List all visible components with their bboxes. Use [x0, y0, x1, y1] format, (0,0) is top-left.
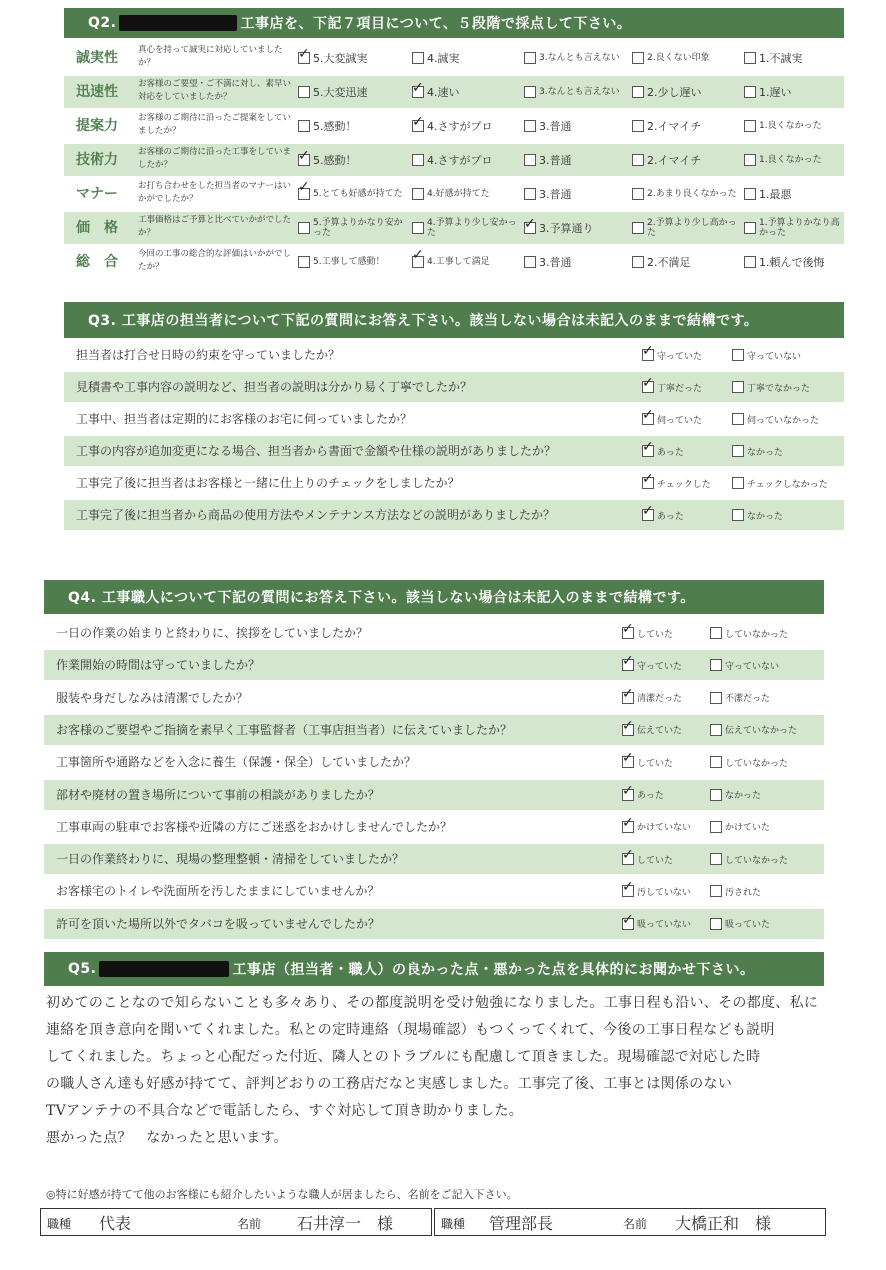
answer-checkbox[interactable] [732, 477, 744, 489]
q4-heading-text: Q4. 工事職人について下記の質問にお答え下さい。該当しない場合は未記入のままで結構です。 [68, 590, 695, 606]
answer-no-option[interactable] [710, 780, 761, 810]
q2-heading-text: 工事店を、下記７項目について、５段階で採点して下さい。 [240, 16, 632, 32]
rating-checkbox[interactable] [298, 256, 310, 268]
rating-option-label: 4.好感が持てた [427, 189, 490, 199]
rating-option[interactable] [632, 110, 742, 142]
rating-option-label: 1.頼んで後悔 [759, 256, 825, 269]
rating-option[interactable] [298, 76, 408, 108]
q5-header [44, 952, 824, 986]
answer-label: あった [637, 791, 664, 801]
answer-checkbox[interactable] [622, 756, 634, 768]
answer-checkbox[interactable] [732, 509, 744, 521]
answer-checkbox[interactable] [710, 724, 722, 736]
answer-label: 伝えていた [637, 726, 683, 737]
rating-option[interactable] [632, 144, 742, 176]
answer-label: 伺っていなかった [747, 415, 820, 426]
answer-checkbox[interactable] [710, 918, 722, 930]
answer-yes-option[interactable] [642, 404, 702, 434]
rating-category: マナー [76, 186, 118, 202]
rating-option[interactable] [744, 42, 844, 74]
answer-yes-option[interactable] [622, 747, 673, 777]
rating-row [64, 212, 844, 244]
rating-option[interactable] [412, 42, 522, 74]
name-label: 名前 [623, 1217, 648, 1231]
rating-option-label: 3.なんとも言えない [539, 53, 620, 63]
answer-checkbox[interactable] [642, 413, 654, 425]
answer-checkbox[interactable] [732, 445, 744, 457]
rating-option[interactable] [632, 178, 742, 210]
answer-checkbox[interactable] [710, 692, 722, 704]
rating-option[interactable] [412, 76, 522, 108]
rating-checkbox[interactable] [632, 188, 644, 200]
rating-checkbox[interactable] [524, 188, 536, 200]
rating-option-label: 4.誠実 [427, 52, 460, 65]
rating-checkbox[interactable] [412, 154, 424, 166]
answer-checkbox[interactable] [642, 509, 654, 521]
q2-header [64, 8, 844, 38]
comment-line: 悪かった点？ なかったと思います。 [46, 1130, 288, 1146]
rating-checkbox[interactable] [632, 154, 644, 166]
answer-yes-option[interactable] [642, 372, 702, 402]
answer-checkbox[interactable] [710, 659, 722, 671]
rating-category: 迅速性 [76, 84, 118, 100]
answer-label: していなかった [725, 629, 789, 640]
rating-option[interactable] [412, 110, 522, 142]
answer-yes-option[interactable] [622, 650, 682, 680]
question-row [64, 340, 844, 370]
answer-checkbox[interactable] [642, 477, 654, 489]
answer-label: かけていない [637, 823, 692, 834]
rating-checkbox[interactable] [744, 86, 756, 98]
rating-checkbox[interactable] [744, 188, 756, 200]
rating-checkbox[interactable] [298, 154, 310, 166]
rating-option-label: 1.遅い [759, 86, 792, 99]
rating-option[interactable] [744, 178, 844, 210]
rating-checkbox[interactable] [524, 120, 536, 132]
answer-no-option[interactable] [732, 436, 783, 466]
rating-option-label: 2.不満足 [647, 256, 691, 269]
redacted-company-name [99, 961, 229, 977]
rating-row [64, 144, 844, 176]
rating-option-label: 1.良くなかった [759, 155, 822, 165]
rating-option-label: 1.最悪 [759, 188, 792, 201]
rating-row [64, 76, 844, 108]
answer-checkbox[interactable] [622, 885, 634, 897]
answer-label: 伝えていなかった [725, 726, 798, 737]
rating-option[interactable] [744, 76, 844, 108]
rating-checkbox[interactable] [524, 256, 536, 268]
answer-label: なかった [747, 511, 784, 522]
job-type-label: 職種 [47, 1217, 72, 1231]
rating-checkbox[interactable] [298, 188, 310, 200]
q4-header [44, 580, 824, 614]
answer-label: 丁寧だった [657, 383, 703, 394]
rating-row [64, 110, 844, 142]
rating-checkbox[interactable] [632, 256, 644, 268]
answer-no-option[interactable] [732, 468, 828, 498]
rating-option[interactable] [412, 212, 522, 244]
answer-label: 守っていた [637, 661, 683, 672]
question-text: 工事箇所や通路などを入念に養生（保護・保全）していましたか？ [56, 755, 417, 770]
rating-checkbox[interactable] [632, 52, 644, 64]
redacted-company-name [119, 15, 237, 31]
rating-option[interactable] [524, 76, 630, 108]
answer-yes-option[interactable] [622, 812, 691, 842]
rating-checkbox[interactable] [744, 154, 756, 166]
answer-checkbox[interactable] [732, 413, 744, 425]
answer-no-option[interactable] [710, 812, 770, 842]
question-row [44, 715, 824, 745]
answer-no-option[interactable] [710, 650, 779, 680]
rating-option-label: 4.予算より少し安かった [427, 218, 517, 238]
question-row [44, 844, 824, 874]
rating-option[interactable] [632, 212, 742, 244]
rating-checkbox[interactable] [412, 86, 424, 98]
rating-option[interactable] [298, 246, 408, 278]
rating-option[interactable] [632, 76, 742, 108]
rating-option[interactable] [298, 212, 408, 244]
rating-option[interactable] [412, 246, 522, 278]
question-text: 作業開始の時間は守っていましたか？ [56, 658, 261, 673]
rating-option-label: 4.さすがプロ [427, 154, 493, 167]
question-text: 一日の作業終わりに、現場の整理整頓・清掃をしていましたか？ [56, 852, 405, 867]
rating-option-label: 2.イマイチ [647, 154, 702, 167]
rating-checkbox[interactable] [632, 222, 644, 234]
question-text: 工事完了後に担当者はお客様と一緒に仕上りのチェックをしましたか？ [76, 476, 460, 490]
question-row [44, 812, 824, 842]
question-text: 工事の内容が追加変更になる場合、担当者から書面で金額や仕様の説明がありましたか？ [76, 444, 557, 458]
answer-no-option[interactable] [710, 909, 770, 939]
question-row [44, 650, 824, 680]
rating-checkbox[interactable] [412, 52, 424, 64]
rating-checkbox[interactable] [632, 120, 644, 132]
answer-label: 守っていた [657, 351, 703, 362]
rating-option[interactable] [298, 110, 408, 142]
answer-label: 守っていない [747, 351, 802, 362]
rating-option-label: 5.予算よりかなり安かった [313, 218, 403, 238]
rating-checkbox[interactable] [744, 52, 756, 64]
comment-line: の職人さん達も好感が持てて、評判どおりの工務店だなと実感しました。工事完了後、工事とは関係のない [46, 1076, 733, 1092]
answer-checkbox[interactable] [710, 789, 722, 801]
job-type-label: 職種 [441, 1217, 466, 1231]
rating-row [64, 178, 844, 210]
rating-option-label: 5.大変誠実 [313, 52, 368, 65]
answer-label: 吸っていた [725, 920, 771, 931]
answer-no-option[interactable] [710, 876, 761, 906]
answer-checkbox[interactable] [710, 853, 722, 865]
answer-label: 汚していない [637, 887, 692, 898]
rating-option-label: 2.予算より少し高かった [647, 218, 737, 238]
rating-checkbox[interactable] [524, 222, 536, 234]
job-type-value: 代表 [99, 1214, 132, 1233]
answer-checkbox[interactable] [732, 381, 744, 393]
answer-no-option[interactable] [710, 715, 797, 745]
q2-heading-number: Q2. [88, 15, 117, 31]
answer-checkbox[interactable] [622, 692, 634, 704]
answer-checkbox[interactable] [642, 445, 654, 457]
answer-checkbox[interactable] [622, 724, 634, 736]
answer-yes-option[interactable] [642, 468, 711, 498]
rating-question: お客様のご期待に沿った工事をしていましたか？ [138, 147, 292, 170]
answer-checkbox[interactable] [622, 821, 634, 833]
answer-yes-option[interactable] [622, 683, 682, 713]
answer-checkbox[interactable] [622, 853, 634, 865]
rating-option[interactable] [524, 42, 630, 74]
name-value: 石井淳一 様 [297, 1214, 394, 1233]
question-row [64, 468, 844, 498]
question-row [64, 500, 844, 530]
name-label: 名前 [237, 1217, 262, 1231]
answer-checkbox[interactable] [732, 349, 744, 361]
answer-label: していた [637, 855, 674, 866]
rating-checkbox[interactable] [412, 256, 424, 268]
answer-label: なかった [747, 447, 784, 458]
rating-category: 誠実性 [76, 50, 118, 66]
rating-option[interactable] [412, 178, 522, 210]
q3-header [64, 302, 844, 338]
rating-checkbox[interactable] [298, 222, 310, 234]
question-text: 工事完了後に担当者から商品の使用方法やメンテナンス方法などの説明がありましたか？ [76, 508, 556, 522]
question-row [44, 747, 824, 777]
answer-label: していた [637, 758, 674, 769]
rating-checkbox[interactable] [744, 120, 756, 132]
answer-yes-option[interactable] [642, 500, 684, 530]
answer-checkbox[interactable] [710, 627, 722, 639]
question-row [64, 436, 844, 466]
rating-option-label: 4.さすがプロ [427, 120, 493, 133]
rating-question: 工事価格はご予算と比べていかがでしたか？ [138, 215, 292, 238]
answer-checkbox[interactable] [622, 789, 634, 801]
answer-label: 丁寧でなかった [747, 383, 811, 394]
rating-question: お客様のご期待に沿ったご提案をしていましたか？ [138, 113, 292, 136]
rating-option[interactable] [298, 178, 408, 210]
rating-category: 提案力 [76, 118, 118, 134]
answer-yes-option[interactable] [622, 909, 691, 939]
question-text: 部材や廃材の置き場所について事前の相談がありましたか？ [56, 787, 380, 802]
question-text: 服装や身だしなみは清潔でしたか？ [56, 690, 249, 705]
question-text: 一日の作業の始まりと終わりに、挨拶をしていましたか？ [56, 626, 369, 640]
rating-option-label: 3.普通 [539, 256, 572, 269]
rating-option[interactable] [524, 144, 630, 176]
rating-question: お打ち合わせをした担当者のマナーはいかがでしたか？ [138, 181, 292, 204]
answer-label: 清潔だった [637, 694, 683, 705]
answer-yes-option[interactable] [622, 844, 673, 874]
rating-checkbox[interactable] [524, 52, 536, 64]
answer-checkbox[interactable] [622, 627, 634, 639]
question-row [44, 780, 824, 810]
question-row [44, 876, 824, 906]
answer-yes-option[interactable] [622, 780, 664, 810]
answer-checkbox[interactable] [622, 659, 634, 671]
rating-option-label: 5.とても好感が持てた [313, 189, 403, 199]
answer-label: なかった [725, 791, 762, 801]
rating-option[interactable] [632, 246, 742, 278]
question-text: 担当者は打合せ日時の約束を守っていましたか？ [76, 348, 341, 362]
rating-option[interactable] [632, 42, 742, 74]
answer-label: チェックした [657, 479, 711, 490]
q5-heading-number: Q5. [68, 961, 97, 977]
rating-option[interactable] [412, 144, 522, 176]
rating-category: 総 合 [76, 254, 118, 270]
question-row [44, 683, 824, 713]
rating-option[interactable] [744, 246, 844, 278]
answer-no-option[interactable] [710, 747, 788, 777]
rating-option-label: 2.良くない印象 [647, 53, 710, 63]
answer-no-option[interactable] [732, 340, 801, 370]
answer-label: あった [657, 511, 684, 522]
answer-checkbox[interactable] [710, 821, 722, 833]
rating-checkbox[interactable] [744, 222, 756, 234]
rating-option-label: 5.感動！ [313, 154, 357, 167]
answer-label: 守っていない [725, 661, 780, 672]
question-row [44, 909, 824, 939]
job-type-value: 管理部長 [489, 1214, 554, 1233]
answer-label: かけていた [725, 823, 771, 834]
rating-checkbox[interactable] [298, 86, 310, 98]
rating-option[interactable] [298, 144, 408, 176]
rating-checkbox[interactable] [524, 154, 536, 166]
rating-checkbox[interactable] [412, 222, 424, 234]
name-entry-box [40, 1208, 432, 1236]
answer-no-option[interactable] [710, 683, 770, 713]
answer-checkbox[interactable] [642, 381, 654, 393]
rating-option-label: 3.なんとも言えない [539, 87, 620, 97]
rating-checkbox[interactable] [412, 188, 424, 200]
answer-label: あった [657, 447, 684, 458]
q5-heading-text: 工事店（担当者・職人）の良かった点・悪かった点を具体的にお聞かせ下さい。 [232, 962, 755, 978]
rating-option-label: 3.普通 [539, 154, 572, 167]
rating-checkbox[interactable] [298, 52, 310, 64]
rating-option-label: 5.工事して感動！ [313, 257, 385, 267]
answer-label: 不潔だった [725, 694, 771, 705]
answer-no-option[interactable] [732, 372, 810, 402]
rating-option-label: 5.大変迅速 [313, 86, 368, 99]
question-text: お客様宅のトイレや洗面所を汚したままにしていませんか？ [56, 884, 380, 899]
rating-option-label: 2.少し遅い [647, 86, 702, 99]
answer-label: していた [637, 629, 674, 640]
rating-option[interactable] [524, 110, 630, 142]
answer-checkbox[interactable] [710, 756, 722, 768]
rating-option[interactable] [744, 212, 844, 244]
question-row [64, 372, 844, 402]
rating-row [64, 42, 844, 74]
answer-label: 吸っていない [637, 920, 692, 931]
rating-option[interactable] [524, 178, 630, 210]
answer-label: していなかった [725, 855, 789, 866]
rating-option-label: 4.速い [427, 86, 460, 99]
question-row [64, 404, 844, 434]
comment-line: 連絡を頂き意向を聞いてくれました。私との定時連絡（現場確認）もつくってくれて、今後の工事日程なども説明 [46, 1022, 775, 1038]
answer-label: チェックしなかった [747, 479, 828, 490]
question-row [44, 618, 824, 648]
rating-checkbox[interactable] [632, 86, 644, 98]
answer-no-option[interactable] [710, 844, 788, 874]
rating-option[interactable] [524, 212, 630, 244]
rating-option-label: 3.普通 [539, 188, 572, 201]
answer-yes-option[interactable] [622, 876, 691, 906]
rating-option[interactable] [298, 42, 408, 74]
rating-checkbox[interactable] [524, 86, 536, 98]
name-value: 大橋正和 様 [675, 1214, 772, 1233]
rating-row [64, 246, 844, 278]
name-entry-box [434, 1208, 826, 1236]
rating-option-label: 1.予算よりかなり高かった [759, 218, 840, 238]
question-text: 見積書や工事内容の説明など、担当者の説明は分かり易く丁寧でしたか？ [76, 380, 473, 394]
rating-checkbox[interactable] [744, 256, 756, 268]
rating-option-label: 2.イマイチ [647, 120, 702, 133]
rating-option-label: 4.工事して満足 [427, 257, 490, 267]
rating-question: 真心を持って誠実に対応していましたか？ [138, 45, 283, 68]
answer-checkbox[interactable] [622, 918, 634, 930]
answer-no-option[interactable] [732, 404, 819, 434]
answer-yes-option[interactable] [642, 340, 702, 370]
answer-yes-option[interactable] [642, 436, 684, 466]
comment-line: 初めてのことなので知らないことも多々あり、その都度説明を受け勉強になりました。工事日程も沿い、その都度、私に [46, 995, 819, 1011]
comment-line: してくれました。ちょっと心配だった付近、隣人とのトラブルにも配慮して頂きました。現場確認で対応した時 [46, 1049, 761, 1065]
answer-no-option[interactable] [732, 500, 783, 530]
rating-option-label: 2.あまり良くなかった [647, 189, 737, 199]
rating-option-label: 5.感動！ [313, 120, 357, 133]
rating-question: お客様のご要望・ご不満に対し、素早い対応をしていましたか？ [138, 79, 292, 102]
answer-yes-option[interactable] [622, 715, 682, 745]
rating-category: 技術力 [76, 152, 118, 168]
rating-option[interactable] [524, 246, 630, 278]
rating-option-label: 3.予算通り [539, 222, 594, 235]
answer-checkbox[interactable] [710, 885, 722, 897]
answer-label: 汚された [725, 887, 762, 898]
craftsman-referral-note: ◎特に好感が持てて他のお客様にも紹介したいような職人が居ましたら、名前をご記入下さい。 [46, 1188, 518, 1201]
rating-question: 今回の工事の総合的な評価はいかがでしたか？ [138, 249, 292, 272]
comment-line: TVアンテナの不具合などで電話したら、すぐ対応して頂き助かりました。 [46, 1103, 524, 1119]
question-text: 許可を頂いた場所以外でタバコを吸っていませんでしたか？ [56, 916, 380, 931]
rating-checkbox[interactable] [412, 120, 424, 132]
q3-heading-text: Q3. 工事店の担当者について下記の質問にお答え下さい。該当しない場合は未記入のままで結構です。 [88, 313, 759, 329]
q5-handwritten-comments [46, 990, 836, 1152]
question-text: お客様のご要望やご指摘を素早く工事監督者（工事店担当者）に伝えていましたか？ [56, 722, 513, 737]
rating-option[interactable] [744, 144, 844, 176]
rating-option[interactable] [744, 110, 844, 142]
rating-option-label: 1.良くなかった [759, 121, 822, 131]
rating-option-label: 1.不誠実 [759, 52, 803, 65]
question-text: 工事車両の駐車でお客様や近隣の方にご迷惑をおかけしませんでしたか？ [56, 819, 453, 834]
rating-category: 価 格 [76, 220, 118, 236]
rating-option-label: 3.普通 [539, 120, 572, 133]
rating-checkbox[interactable] [298, 120, 310, 132]
answer-yes-option[interactable] [622, 618, 673, 648]
question-text: 工事中、担当者は定期的にお客様のお宅に伺っていましたか？ [76, 412, 413, 426]
answer-checkbox[interactable] [642, 349, 654, 361]
answer-no-option[interactable] [710, 618, 788, 648]
answer-label: していなかった [725, 758, 789, 769]
answer-label: 伺っていた [657, 415, 703, 426]
